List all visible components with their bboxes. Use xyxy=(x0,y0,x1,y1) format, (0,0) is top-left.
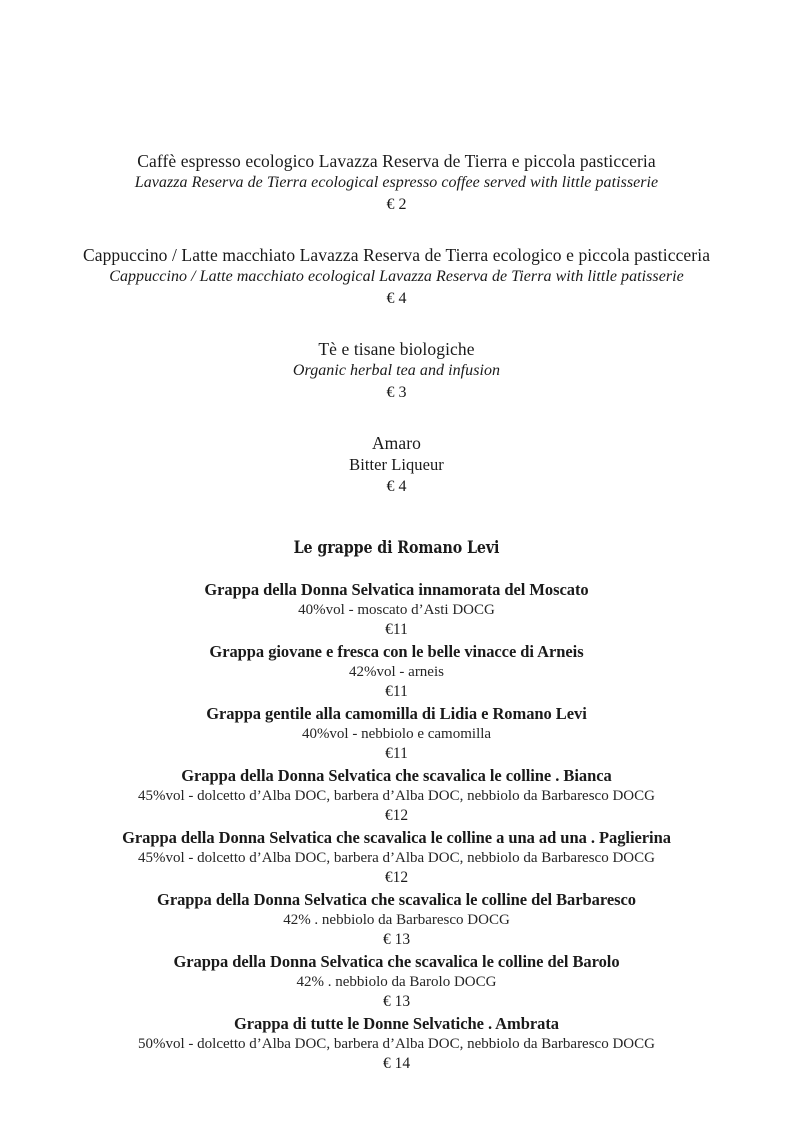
grappa-list xyxy=(54,580,739,1074)
item-translation: Cappuccino / Latte macchiato ecological Lavazza Reserva de Tierra with little patisserie xyxy=(109,268,684,285)
item-detail: 45%vol - dolcetto d’Alba DOC, barbera d’Alba DOC, nebbiolo da Barbaresco DOCG xyxy=(138,850,655,866)
menu-entry-tea xyxy=(54,338,739,404)
item-title: Tè e tisane biologiche xyxy=(318,339,475,359)
grappa-entry xyxy=(54,766,739,826)
grappa-entry xyxy=(54,952,739,1012)
menu-content xyxy=(54,150,739,1076)
item-price: €11 xyxy=(385,683,408,700)
item-title: Grappa della Donna Selvatica innamorata del Moscato xyxy=(204,580,589,599)
item-price: € 14 xyxy=(382,1055,411,1072)
item-detail: 50%vol - dolcetto d’Alba DOC, barbera d’Alba DOC, nebbiolo da Barbaresco DOCG xyxy=(138,1036,655,1052)
item-translation: Lavazza Reserva de Tierra ecological espresso coffee served with little patisserie xyxy=(134,174,659,191)
item-price: € 13 xyxy=(382,931,411,948)
item-title: Grappa della Donna Selvatica che scavalica le colline del Barbaresco xyxy=(157,890,636,909)
item-price: € 4 xyxy=(386,290,407,307)
menu-entry-cappuccino xyxy=(54,244,739,310)
grappa-entry xyxy=(54,890,739,950)
item-title: Grappa giovane e fresca con le belle vinacce di Arneis xyxy=(209,642,584,661)
item-detail: 45%vol - dolcetto d’Alba DOC, barbera d’Alba DOC, nebbiolo da Barbaresco DOCG xyxy=(138,788,655,804)
item-title: Caffè espresso ecologico Lavazza Reserva de Tierra e piccola pasticceria xyxy=(137,151,656,171)
item-price: € 3 xyxy=(386,384,407,401)
item-detail: 42% . nebbiolo da Barbaresco DOCG xyxy=(283,912,510,928)
item-price: €11 xyxy=(385,745,408,762)
grappa-entry xyxy=(54,704,739,764)
grappa-entry xyxy=(54,828,739,888)
item-price: € 13 xyxy=(382,993,411,1010)
item-translation: Organic herbal tea and infusion xyxy=(292,362,501,379)
item-price: €12 xyxy=(384,869,409,886)
item-detail: 42%vol - arneis xyxy=(349,664,444,680)
grappa-entry xyxy=(54,580,739,640)
item-price: €12 xyxy=(384,807,409,824)
section-heading-grappa: Le grappe di Romano Levi xyxy=(293,538,500,558)
item-title: Grappa gentile alla camomilla di Lidia e Romano Levi xyxy=(206,704,587,723)
grappa-entry xyxy=(54,1014,739,1074)
menu-entry-amaro xyxy=(54,432,739,498)
item-title: Grappa della Donna Selvatica che scavalica le colline a una ad una . Paglierina xyxy=(122,828,671,847)
item-title: Amaro xyxy=(371,433,422,453)
grappa-entry xyxy=(54,642,739,702)
item-detail: 42% . nebbiolo da Barolo DOCG xyxy=(296,974,497,990)
item-title: Cappuccino / Latte macchiato Lavazza Reserva de Tierra ecologico e piccola pasticceria xyxy=(82,245,711,265)
menu-entry-espresso xyxy=(54,150,739,216)
item-price: € 4 xyxy=(386,478,407,495)
item-title: Grappa di tutte le Donne Selvatiche . Ambrata xyxy=(234,1014,559,1033)
item-title: Grappa della Donna Selvatica che scavalica le colline del Barolo xyxy=(173,952,620,971)
item-price: €11 xyxy=(385,621,408,638)
item-detail: 40%vol - nebbiolo e camomilla xyxy=(301,726,492,742)
item-translation: Bitter Liqueur xyxy=(349,455,444,474)
item-title: Grappa della Donna Selvatica che scavalica le colline . Bianca xyxy=(181,766,612,785)
item-price: € 2 xyxy=(386,196,407,213)
item-detail: 40%vol - moscato d’Asti DOCG xyxy=(298,602,495,618)
